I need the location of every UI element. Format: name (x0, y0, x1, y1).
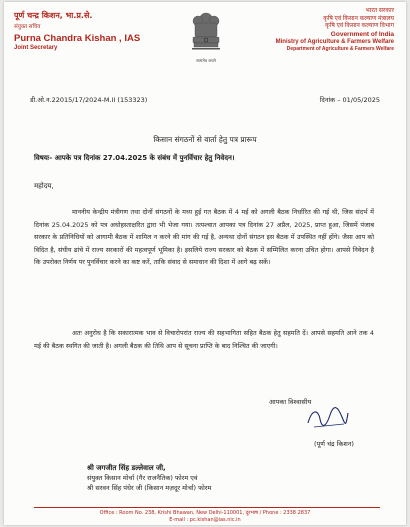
ministry-line: Ministry of Agriculture & Farmers Welfare (275, 38, 394, 45)
salutation: महोदय, (34, 182, 54, 190)
sender-designation-hindi: संयुक्त सचिव (14, 24, 41, 30)
recipient-line: संयुक्त किसान मोर्चा (गैर राजनैतिक) फोरम एवं (87, 474, 198, 482)
ministry-line: भारत सरकार (365, 8, 394, 14)
footer-email: E-mail : pc.kishan@ias.nic.in (169, 517, 241, 523)
ministry-line: Department of Agriculture & Farmers Welfare (286, 46, 394, 53)
reference-line (30, 95, 380, 104)
footer-divider (34, 507, 380, 508)
closing: आपका विश्वासीय (269, 398, 312, 406)
ministry-block (244, 8, 394, 52)
ministry-line: कृषि एवं किसान कल्याण मंत्रालय (323, 15, 394, 22)
recipient-line: श्री सरवन सिंह पंधेर जी (किसान मज़दूर मोर्चा) फोरम (87, 484, 212, 492)
reference-number: डी.ओ.न.22015/17/2024-M.II (153323) (30, 96, 148, 104)
ministry-line: Government of India (330, 30, 394, 38)
subject-heading: किसान संगठनों से वार्ता हेतु पत्र प्रारूप (153, 135, 257, 144)
letter-page (4, 2, 406, 525)
body-paragraph: माननीय केन्द्रीय मंत्रीगण तथा दोनों संगठनों के मध्य हुई गत बैठक में 4 मई को अगली बैठक निर्धारित की गई थी, जिस संदर्भ में दिनांक 25.04.2025 को पत्र अधोहस्ताक्षरित द्वारा भी भेजा गया। तत्पश्चात आपका पत्र दिनांक 27 अप्रैल, 2025, प्राप्त हुआ, जिसमें पंजाब सरकार के प्रतिनिधियों को आगामी बैठक में शामिल न करने की मांग की गई है, अन्यथा दोनों संगठन इस बैठक में उपस्थित नहीं होंगे। जैसा आप को विदित है, संघीय ढांचे में राज्य सरकारों की महत्वपूर्ण भूमिका है। इसलिये राज्य सरकार को बैठक में सम्मिलित करना उचित होगा। आपसे निवेदन है कि उपरोक्त निर्णय पर पुनर्विचार करने का कष्ट करें, ताकि संवाद से समाधान की दिशा में आगे बढ़ सकें। (34, 208, 374, 267)
letter-date: दिनांक – 01/05/2025 (319, 96, 380, 104)
sender-designation-english: Joint Secretary (14, 45, 58, 51)
signature-image (304, 405, 350, 431)
sender-name-english: Purna Chandra Kishan , IAS (14, 33, 141, 44)
sender-name-hindi: पूर्ण चन्द्र किशन, भा.प्र.से. (14, 11, 93, 20)
emblem-caption: सत्यमेव जयते (196, 58, 216, 63)
body-paragraph: अतः अनुरोध है कि सकारात्मक भाव से विचारोपरांत राज्य की सहभागिता सहित बैठक हेतु सहमति दें। आपसे सहमति आने तक 4 मई की बैठक स्थगित की जाती है। अगली बैठक की तिथि आप से सूचना प्राप्ति के बाद निश्चित की जाएगी। (34, 329, 374, 350)
sender-block (14, 10, 184, 51)
recipients-block (87, 463, 211, 493)
state-emblem-icon (189, 8, 223, 58)
recipient-line: श्री जगजीत सिंह डल्लेवाल जी, (87, 464, 166, 472)
signatory-name: (पूर्ण चंद्र किशन) (314, 440, 354, 448)
subject-line: विषयः- आपके पत्र दिनांक 27.04.2025 के संबंध में पुनर्विचार हेतु निवेदन। (34, 154, 235, 162)
footer-address: Office : Room No. 238, Krishi Bhawan, New Delhi-110001, दूरभाष / Phone : 2338 2837 (99, 510, 311, 516)
ministry-line: कृषि एवं किसान कल्याण विभाग (325, 23, 394, 29)
